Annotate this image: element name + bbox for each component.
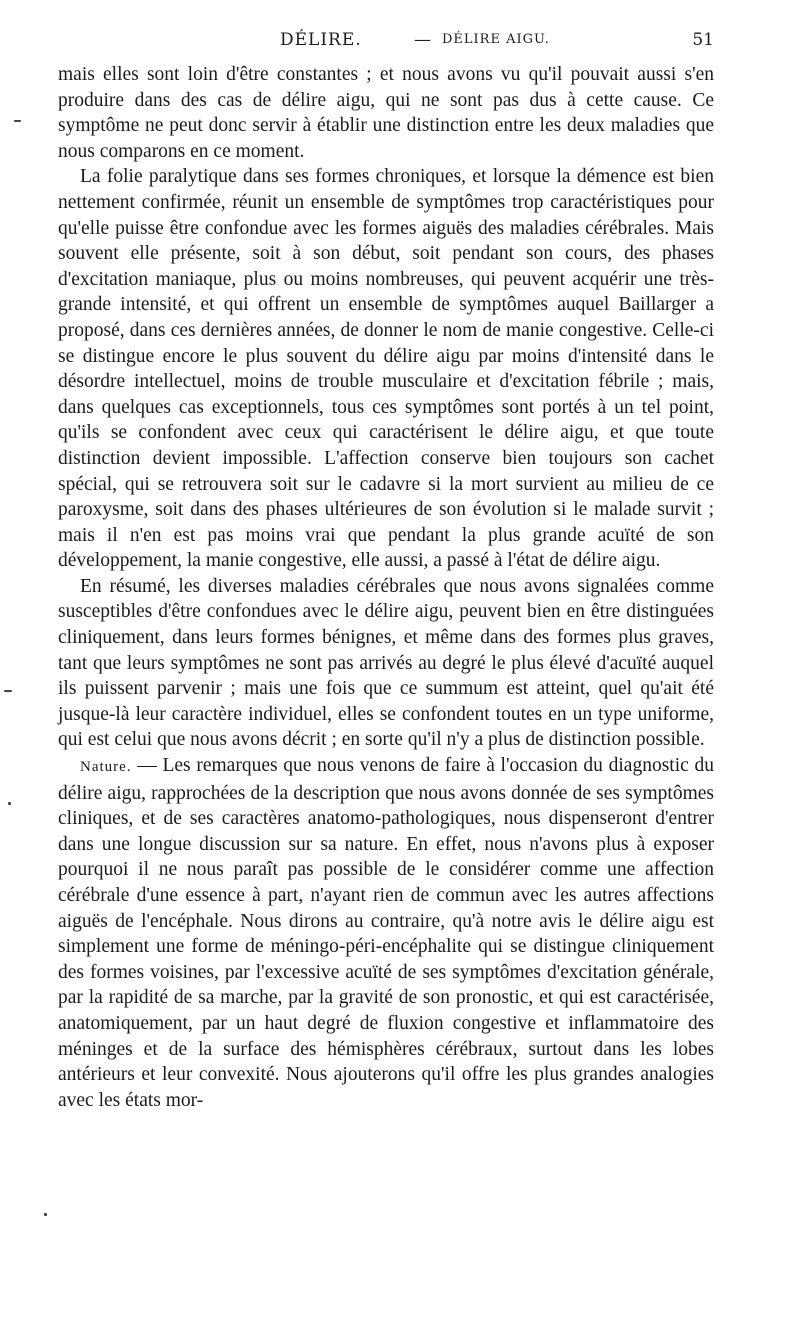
page-number: 51 <box>692 30 714 50</box>
margin-speck <box>44 1213 47 1216</box>
paragraph-en-resume: En résumé, les diverses maladies cérébrales que nous avons signalées comme susceptibles d'être confondues avec le délire aigu, peuvent bien en être distinguées cliniquement, dans leurs formes bénignes, et même dans des formes plus graves, tant que leurs symptômes ne sont pas arrivés au degré le plus élevé d'acuïté auquel ils puissent parvenir ; mais une fois que ce summum est atteint, quel qu'ait été jusque-là leur caractère individuel, elles se confondent toutes en un type uniforme, qui est celui que nous avons décrit ; en sorte qu'il n'y a plus de distinction possible. <box>58 575 714 751</box>
paragraph-folie-paralytique: La folie paralytique dans ses formes chroniques, et lorsque la démence est bien nettement confirmée, réunit un ensemble de symptômes trop caractéristiques pour qu'elle puisse être confondue avec les formes aiguës des maladies cérébrales. Mais souvent elle présente, soit à son début, soit pendant son cours, des phases d'excitation maniaque, plus ou moins nombreuses, qui peuvent acquérir une très-grande intensité, et qui offrent un ensemble de symptômes auquel Baillarger a proposé, dans ces dernières années, de donner le nom de manie congestive. Celle-ci se distingue encore le plus souvent du délire aigu par moins d'intensité dans le désordre intellectuel, moins de trouble musculaire et d'excitation fébrile ; mais, dans quelques cas exceptionnels, tous ces symptômes sont portés à un tel point, qu'ils se confondent avec ceux qui caractérisent le délire aigu, et que toute distinction devient impossible. L'affection conserve bien toujours son cachet spécial, qui se retrouvera soit sur le cadavre si la mort survient au milieu de ce paroxysme, soit dans des phases ultérieures de son évolution si le malade survit ; mais il n'en est pas moins vrai que pendant la plus grande acuïté de son développement, la manie congestive, elle aussi, a passé à l'état de délire aigu. <box>58 166 714 572</box>
margin-speck <box>8 802 11 805</box>
body-text <box>58 62 714 1113</box>
running-title: DÉLIRE. <box>280 30 362 50</box>
header-dash: — <box>414 30 431 50</box>
running-subtitle: DÉLIRE AIGU. <box>442 32 550 47</box>
running-header <box>58 26 714 54</box>
margin-speck <box>14 120 21 122</box>
margin-speck <box>4 690 12 692</box>
section-lead-nature: Nature. <box>80 759 132 776</box>
paragraph-nature <box>58 753 714 1113</box>
paragraph-continuation: mais elles sont loin d'être constantes ; et nous avons vu qu'il pouvait aussi s'en produire dans des cas de délire aigu, qui ne sont pas dus à cette cause. Ce symptôme ne peut donc servir à établir une distinction entre les deux maladies que nous comparons en ce moment. <box>58 64 714 162</box>
paragraph-nature-text: — Les remarques que nous venons de faire à l'occasion du diagnostic du délire aigu, rapprochées de la description que nous avons donnée de ses symptômes cliniques, et de ses caractères anatomo-pathologiques, nous dispenseront d'entrer dans une longue discussion sur sa nature. En effet, nous n'avons plus à exposer pourquoi il ne nous paraît pas possible de le considérer comme une affection cérébrale d'une essence à part, n'ayant rien de commun avec les autres affections aiguës de l'encéphale. Nous dirons au contraire, qu'à notre avis le délire aigu est simplement une forme de méningo-péri-encéphalite qui se distingue cliniquement des formes voisines, par l'excessive acuïté de ses symptômes d'excitation générale, par la rapidité de sa marche, par la gravité de son pronostic, et qui est caractérisée, anatomiquement, par un haut degré de fluxion congestive et inflammatoire des méninges et de la surface des hémisphères cérébraux, surtout dans les lobes antérieurs et leur convexité. Nous ajouterons qu'il offre les plus grandes analogies avec les états mor- <box>58 755 714 1111</box>
